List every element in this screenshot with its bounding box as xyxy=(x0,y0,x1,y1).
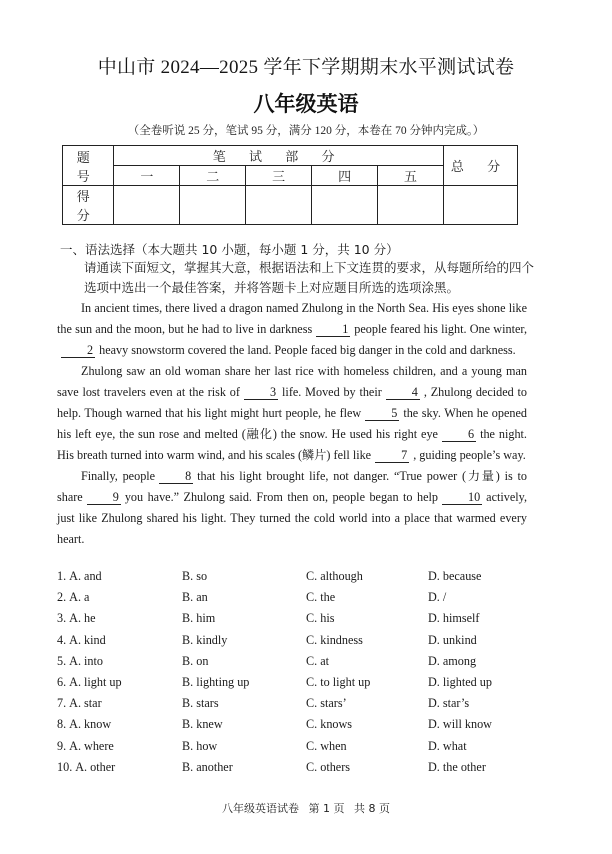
passage-paragraph: Finally, people 8 that his light brought life, not danger. “True power (力量) is to share 9 you have.” Zhulong said. From then on, people began to help 10 actively, just like Zhulong shared his light. They turned the cold world into a place that warmed every heart. xyxy=(57,469,527,546)
option-b: B. another xyxy=(182,759,233,774)
part-header: 一 xyxy=(114,166,180,186)
option-a: A. and xyxy=(69,569,102,583)
option-c: C. when xyxy=(306,738,347,753)
option-a: A. he xyxy=(69,611,96,626)
question-number: 9. xyxy=(57,738,67,753)
blank-1: 1 xyxy=(316,323,350,337)
total-score-cell xyxy=(443,186,517,225)
option-d: D. the other xyxy=(428,759,486,774)
option-d: D. star’s xyxy=(428,696,470,711)
score-cell xyxy=(246,186,312,225)
question-row xyxy=(57,654,557,675)
blank-3: 3 xyxy=(244,386,278,400)
question-number: 1. xyxy=(57,569,67,583)
option-d: D. unkind xyxy=(428,632,477,647)
question-row xyxy=(57,590,557,611)
option-a: A. light up xyxy=(69,674,122,689)
score-cell xyxy=(378,186,444,225)
part-header: 五 xyxy=(378,166,444,186)
option-a: A. kind xyxy=(69,632,106,647)
option-c: C. the xyxy=(306,590,336,605)
question-number: 2. xyxy=(57,590,67,605)
question-number: 3. xyxy=(57,611,67,626)
option-d: D. will know xyxy=(428,717,492,732)
option-c: C. although xyxy=(306,569,363,583)
part-header: 四 xyxy=(312,166,378,186)
blank-4: 4 xyxy=(386,386,420,400)
option-b: B. lighting up xyxy=(182,674,250,689)
blank-7: 7 xyxy=(375,449,409,463)
option-c: C. his xyxy=(306,611,335,626)
option-a: A. star xyxy=(69,696,102,711)
option-b: B. knew xyxy=(182,717,223,732)
option-d: D. what xyxy=(428,738,467,753)
option-d: D. because xyxy=(428,569,482,583)
exam-title: 中山市 2024—2025 学年下学期期末水平测试试卷 xyxy=(97,57,515,78)
option-b: B. on xyxy=(182,653,209,668)
question-number: 10. xyxy=(57,759,73,774)
answer-options xyxy=(57,569,557,781)
option-d: D. / xyxy=(428,590,447,605)
score-cell xyxy=(114,186,180,225)
exam-note: （全卷听说 25 分，笔试 95 分，满分 120 分，本卷在 70 分钟内完成。） xyxy=(127,125,485,137)
footer-exam-name: 八年级英语试卷 xyxy=(222,802,299,815)
total-score-header: 总 分 xyxy=(443,146,517,186)
exam-subject: 八年级英语 xyxy=(253,92,359,116)
option-a: A. into xyxy=(69,653,103,668)
option-d: D. himself xyxy=(428,611,480,626)
option-b: B. stars xyxy=(182,696,219,711)
question-row xyxy=(57,611,557,632)
question-row xyxy=(57,569,557,590)
question-number: 8. xyxy=(57,717,67,732)
option-b: B. kindly xyxy=(182,632,228,647)
score-cell xyxy=(312,186,378,225)
option-c: C. to light up xyxy=(306,674,371,689)
score-table xyxy=(62,145,518,225)
option-c: C. kindness xyxy=(306,632,363,647)
page-footer xyxy=(0,800,612,816)
option-a: A. know xyxy=(69,717,112,732)
passage-paragraph: In ancient times, there lived a dragon named Zhulong in the North Sea. His eyes shone like the sun and the moon, but he had to live in darkness 1 people feared his light. One winter,2 heavy snowstorm covered the land. People faced big danger in the cold and darkness. xyxy=(57,301,527,357)
option-b: B. how xyxy=(182,738,218,753)
footer-page-total: 共 8 页 xyxy=(354,802,390,815)
question-number-header: 题 号 xyxy=(63,146,114,186)
score-row-label: 得 分 xyxy=(63,186,114,225)
blank-10: 10 xyxy=(442,491,482,505)
written-section-header: 笔 试 部 分 xyxy=(114,146,444,166)
question-number: 4. xyxy=(57,632,67,647)
question-row xyxy=(57,675,557,696)
option-b: B. so xyxy=(182,569,208,583)
blank-5: 5 xyxy=(365,407,399,421)
score-cell xyxy=(180,186,246,225)
option-c: C. at xyxy=(306,653,330,668)
passage-paragraph: Zhulong saw an old woman share her last rice with homeless children, and a young man save lost travelers even at the risk of 3 life. Moved by their 4 , Zhulong decided to help. Though warned that his light might hurt people, he flew 5 the sky. When he opened his left eye, the sun rose and melted (融化) the snow. He used his right eye 6 the night. His breath turned into warm wind, and his scales (鳞片) fell like 7 , guiding people’s way. xyxy=(57,364,527,462)
option-d: D. lighted up xyxy=(428,674,492,689)
question-number: 5. xyxy=(57,653,67,668)
reading-passage xyxy=(57,298,527,550)
option-c: C. others xyxy=(306,759,351,774)
question-row xyxy=(57,633,557,654)
section-heading: 一、语法选择（本大题共 10 小题，每小题 1 分，共 10 分） xyxy=(60,242,399,257)
question-row xyxy=(57,717,557,738)
option-b: B. an xyxy=(182,590,208,605)
part-header: 二 xyxy=(180,166,246,186)
option-d: D. among xyxy=(428,653,477,668)
question-row xyxy=(57,760,557,781)
option-a: A. other xyxy=(75,759,116,774)
option-a: A. a xyxy=(69,590,90,605)
option-b: B. him xyxy=(182,611,216,626)
blank-8: 8 xyxy=(159,470,193,484)
question-row xyxy=(57,696,557,717)
question-number: 6. xyxy=(57,674,67,689)
blank-9: 9 xyxy=(87,491,121,505)
blank-2: 2 xyxy=(61,344,95,358)
option-c: C. knows xyxy=(306,717,353,732)
footer-page-number: 第 1 页 xyxy=(308,802,345,815)
section-instruction-line: 请通读下面短文，掌握其大意，根据语法和上下文连贯的要求，从每题所给的四个 xyxy=(84,260,535,275)
option-a: A. where xyxy=(69,738,114,753)
question-row xyxy=(57,739,557,760)
question-number: 7. xyxy=(57,696,67,711)
section-instruction-line: 选项中选出一个最佳答案，并将答题卡上对应题目所选的选项涂黑。 xyxy=(84,280,460,295)
option-c: C. stars’ xyxy=(306,696,347,711)
blank-6: 6 xyxy=(442,428,476,442)
part-header: 三 xyxy=(246,166,312,186)
